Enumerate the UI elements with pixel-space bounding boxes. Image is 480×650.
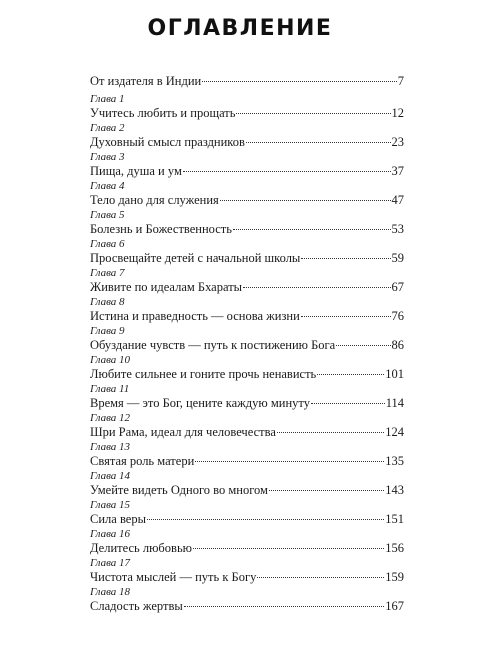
toc-entry-title: Обуздание чувств — путь к постижению Бога (90, 338, 336, 352)
toc-entry-page: 67 (391, 280, 404, 294)
chapter-label: Глава 13 (90, 441, 131, 453)
toc-entry-chapter-8 (90, 296, 404, 325)
toc-row[interactable] (90, 511, 404, 528)
chapter-label: Глава 14 (90, 470, 131, 482)
toc-row[interactable] (90, 221, 404, 238)
toc-entry-chapter-5 (90, 209, 404, 238)
toc-entry-page: 124 (385, 425, 404, 439)
toc-entry-title: Шри Рама, идеал для человечества (90, 425, 276, 439)
toc-entry-title: Духовный смысл праздников (90, 135, 245, 149)
toc-row[interactable] (90, 73, 404, 90)
toc-entry-title: Тело дано для служения (90, 193, 219, 207)
dot-leader (269, 490, 384, 491)
dot-leader (220, 200, 391, 201)
toc-row[interactable] (90, 540, 404, 557)
toc-entry-page: 59 (391, 251, 404, 265)
toc-row[interactable] (90, 366, 404, 383)
toc-entry-chapter-17 (90, 557, 404, 586)
toc-entry-page: 23 (391, 135, 404, 149)
dot-leader (184, 606, 385, 607)
toc-row[interactable] (90, 337, 404, 354)
toc-row[interactable] (90, 250, 404, 267)
toc-entry-chapter-15 (90, 499, 404, 528)
dot-leader (236, 113, 390, 114)
toc-entry-page: 53 (391, 222, 404, 236)
toc-row[interactable] (90, 308, 404, 325)
chapter-label: Глава 3 (90, 151, 125, 163)
toc-entry-title: Сила веры (90, 512, 146, 526)
chapter-label: Глава 18 (90, 586, 131, 598)
toc-entry-title: Время — это Бог, цените каждую минуту (90, 396, 310, 410)
toc-entry-page: 156 (385, 541, 404, 555)
chapter-label: Глава 9 (90, 325, 125, 337)
chapter-label: Глава 4 (90, 180, 125, 192)
chapter-label: Глава 2 (90, 122, 125, 134)
toc-entry-title: Любите сильнее и гоните прочь ненависть (90, 367, 317, 381)
dot-leader (183, 171, 391, 172)
dot-leader (336, 345, 390, 346)
dot-leader (317, 374, 384, 375)
page-title: ОГЛАВЛЕНИЕ (147, 16, 333, 41)
toc-entry-page: 151 (385, 512, 404, 526)
toc-entry-chapter-2 (90, 122, 404, 151)
toc-entry-chapter-9 (90, 325, 404, 354)
chapter-label: Глава 11 (90, 383, 130, 395)
toc-entry-title: Святая роль матери (90, 454, 195, 468)
toc-entry-chapter-14 (90, 470, 404, 499)
toc-entry-page: 76 (391, 309, 404, 323)
toc-entry-chapter-10 (90, 354, 404, 383)
toc-entry-chapter-16 (90, 528, 404, 557)
chapter-label: Глава 15 (90, 499, 131, 511)
toc-entry-page: 101 (385, 367, 404, 381)
toc-entry-page: 167 (385, 599, 404, 613)
toc-entry-chapter-11 (90, 383, 404, 412)
toc-row[interactable] (90, 598, 404, 615)
toc-entry-foreword (90, 73, 404, 90)
chapter-label: Глава 10 (90, 354, 131, 366)
toc-row[interactable] (90, 105, 404, 122)
dot-leader (301, 316, 391, 317)
dot-leader (193, 548, 384, 549)
toc-entry-chapter-4 (90, 180, 404, 209)
toc-entry-title: Просвещайте детей с начальной школы (90, 251, 301, 265)
toc-entry-chapter-6 (90, 238, 404, 267)
toc-entry-chapter-1 (90, 93, 404, 122)
dot-leader (202, 81, 397, 82)
toc-entry-page: 135 (385, 454, 404, 468)
toc-entry-title: Пища, душа и ум (90, 164, 182, 178)
toc-row[interactable] (90, 569, 404, 586)
toc-entry-page: 143 (385, 483, 404, 497)
dot-leader (311, 403, 385, 404)
toc-entry-title: Умейте видеть Одного во многом (90, 483, 268, 497)
dot-leader (277, 432, 384, 433)
toc-entry-page: 12 (391, 106, 404, 120)
toc-entry-title: Живите по идеалам Бхараты (90, 280, 243, 294)
toc-row[interactable] (90, 163, 404, 180)
dot-leader (243, 287, 390, 288)
chapter-label: Глава 7 (90, 267, 125, 279)
toc-entry-title: Учитесь любить и прощать (90, 106, 236, 120)
toc-entry-title: Чистота мыслей — путь к Богу (90, 570, 257, 584)
chapter-label: Глава 17 (90, 557, 131, 569)
toc-entry-title: От издателя в Индии (90, 74, 202, 88)
toc-entry-title: Делитесь любовью (90, 541, 192, 555)
toc-entry-chapter-3 (90, 151, 404, 180)
chapter-label: Глава 16 (90, 528, 131, 540)
dot-leader (233, 229, 391, 230)
chapter-label: Глава 5 (90, 209, 125, 221)
toc-entry-page: 159 (385, 570, 404, 584)
toc-entry-title: Истина и праведность — основа жизни (90, 309, 300, 323)
toc-entry-page: 86 (391, 338, 404, 352)
toc-row[interactable] (90, 424, 404, 441)
toc-entry-chapter-12 (90, 412, 404, 441)
toc-entry-title: Сладость жертвы (90, 599, 183, 613)
toc-row[interactable] (90, 453, 404, 470)
table-of-contents (90, 73, 404, 615)
dot-leader (257, 577, 384, 578)
chapter-label: Глава 8 (90, 296, 125, 308)
dot-leader (301, 258, 390, 259)
toc-row[interactable] (90, 482, 404, 499)
toc-entry-title: Болезнь и Божественность (90, 222, 232, 236)
toc-entry-page: 47 (391, 193, 404, 207)
toc-entry-page: 114 (385, 396, 404, 410)
chapter-label: Глава 6 (90, 238, 125, 250)
toc-entry-page: 7 (397, 74, 404, 88)
dot-leader (246, 142, 391, 143)
chapter-label: Глава 12 (90, 412, 131, 424)
toc-entry-chapter-13 (90, 441, 404, 470)
toc-row[interactable] (90, 395, 404, 412)
toc-row[interactable] (90, 279, 404, 296)
toc-entry-chapter-18 (90, 586, 404, 615)
toc-entry-page: 37 (391, 164, 404, 178)
toc-entry-chapter-7 (90, 267, 404, 296)
chapter-label: Глава 1 (90, 93, 125, 105)
toc-row[interactable] (90, 192, 404, 209)
toc-row[interactable] (90, 134, 404, 151)
dot-leader (195, 461, 384, 462)
dot-leader (147, 519, 384, 520)
